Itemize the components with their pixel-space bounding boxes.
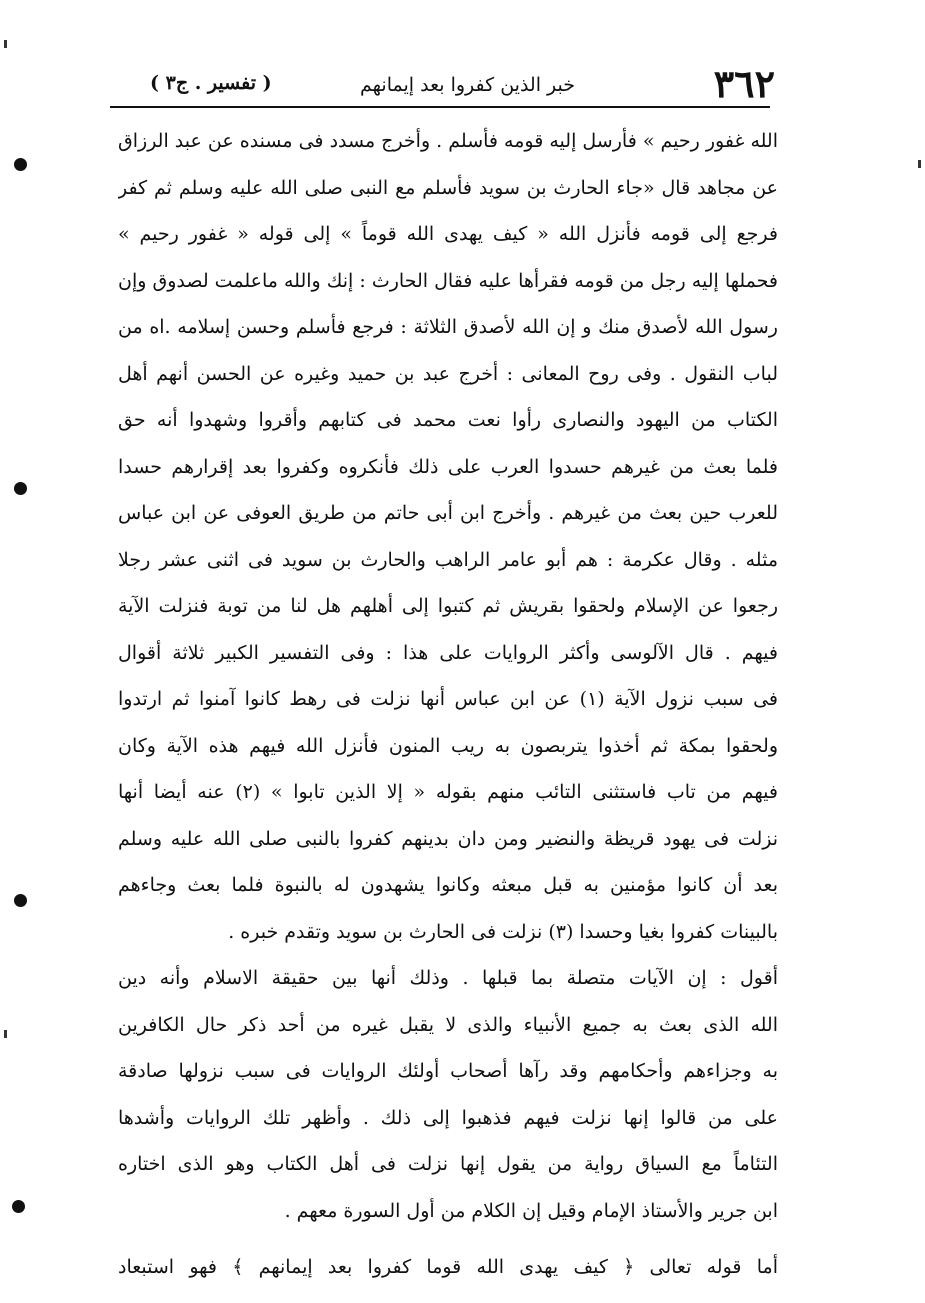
text-line: فيهم . قال الآلوسى وأكثر الروايات على هذا : وفى التفسير الكبير ثلاثة أقوال: [118, 641, 778, 664]
text-line: على من قالوا إنها نزلت فيهم فذهبوا إلى ذلك . وأظهر تلك الروايات وأشدها: [118, 1106, 778, 1129]
edge-mark: [918, 160, 921, 168]
text-line: فلما بعث من غيرهم حسدوا العرب على ذلك فأنكروه وكفروا بعد إقرارهم حسدا: [118, 455, 778, 478]
running-title: خبر الذين كفروا بعد إيمانهم: [360, 74, 575, 96]
punch-hole-mark: [14, 158, 27, 171]
text-line: التئاماً مع السياق رواية من يقول إنها نزلت فى أهل الكتاب وهو الذى اختاره: [118, 1153, 778, 1175]
text-line: بالبينات كفروا بغيا وحسدا (٣) نزلت فى الحارث بن سويد وتقدم خبره .: [228, 920, 778, 943]
text-line: بعد أن كانوا مؤمنين به قبل مبعثه وكانوا يشهدون له بالنبوة فلما بعث وجاءهم: [118, 874, 778, 896]
text-line: للعرب حين بعث من غيرهم . وأخرج ابن أبى حاتم من طريق العوفى عن ابن عباس: [118, 502, 778, 524]
text-line: مثله . وقال عكرمة : هم أبو عامر الراهب والحارث بن سويد فى اثنى عشر رجلا: [118, 548, 778, 571]
page-number: ٣٦٢: [713, 61, 775, 106]
edge-mark: [4, 40, 7, 48]
text-line: ولحقوا بمكة ثم أخذوا يتربصون به ريب المنون فأنزل الله فيهم هذه الآية وكان: [118, 734, 778, 757]
page-body: [118, 118, 778, 1291]
paragraph: [118, 118, 778, 955]
text-line: أما قوله تعالى ﴿ كيف يهدى الله قوما كفروا بعد إيمانهم ﴾ فهو استبعاد: [118, 1256, 778, 1278]
edge-mark: [4, 1030, 7, 1038]
text-line: عن مجاهد قال «جاء الحارث بن سويد فأسلم مع النبى صلى الله عليه وسلم ثم كفر: [118, 176, 778, 199]
text-line: أقول : إن الآيات متصلة بما قبلها . وذلك أنها بين حقيقة الاسلام وأنه دين: [118, 967, 778, 989]
punch-hole-mark: [14, 894, 27, 907]
text-line: نزلت فى يهود قريظة والنضير ومن دان بدينهم كفروا بالنبى صلى الله عليه وسلم: [118, 827, 778, 850]
text-line: به وجزاءهم وأحكامهم وقد رآها أصحاب أولئك الروايات فى سبب نزولها صادقة: [118, 1060, 778, 1082]
page-header: [110, 60, 775, 110]
punch-hole-mark: [14, 482, 27, 495]
paragraph-gap: [118, 1234, 778, 1244]
section-label: ( تفسير . ج٣ ): [150, 72, 272, 94]
paragraph: [118, 955, 778, 1234]
text-line: فحملها إليه رجل من قومه فقرأها عليه فقال الحارث : إنك والله ماعلمت لصدوق وإن: [118, 269, 778, 292]
text-line: فى سبب نزول الآية (١) عن ابن عباس أنها نزلت فى رهط كانوا آمنوا ثم ارتدوا: [118, 688, 778, 710]
text-line: رجعوا عن الإسلام ولحقوا بقريش ثم كتبوا إلى أهلهم هل لنا من توبة فنزلت الآية: [118, 595, 778, 617]
text-line: ابن جرير والأستاذ الإمام وقيل إن الكلام من أول السورة معهم .: [284, 1199, 778, 1222]
text-line: الله غفور رحيم » فأرسل إليه قومه فأسلم . وأخرج مسدد فى مسنده عن عبد الرزاق: [118, 130, 778, 152]
header-rule: [110, 106, 770, 108]
paragraph: [118, 1244, 778, 1291]
punch-hole-mark: [12, 1200, 25, 1213]
text-line: فيهم من تاب فاستثنى التائب منهم بقوله « إلا الذين تابوا » (٢) عنه أيضا أنها: [118, 781, 778, 803]
text-line: الكتاب من اليهود والنصارى رأوا نعت محمد فى كتابهم وأقروا وشهدوا أنه حق: [118, 409, 778, 431]
text-line: فرجع إلى قومه فأنزل الله « كيف يهدى الله قوماً » إلى قوله « غفور رحيم »: [118, 223, 778, 245]
text-line: الله الذى بعث به جميع الأنبياء والذى لا يقبل غيره من أحد ذكر حال الكافرين: [118, 1013, 778, 1036]
text-line: رسول الله لأصدق منك و إن الله لأصدق الثلاثة : فرجع فأسلم وحسن إسلامه .اه من: [118, 316, 778, 338]
text-line: لباب النقول . وفى روح المعانى : أخرج عبد بن حميد وغيره عن الحسن أنهم أهل: [118, 362, 778, 385]
